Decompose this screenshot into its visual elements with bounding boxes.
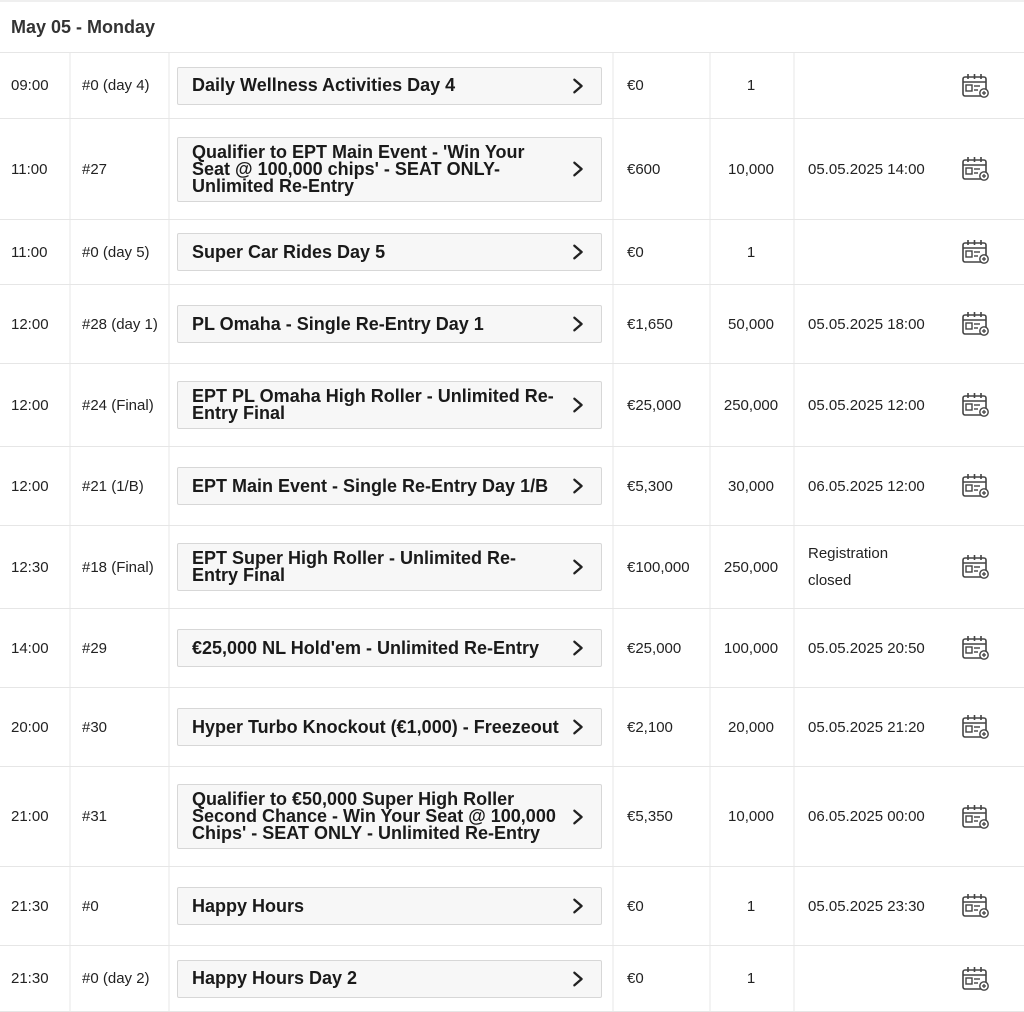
column-divider: [793, 946, 795, 1011]
event-title: EPT PL Omaha High Roller - Unlimited Re-Entry Final: [192, 386, 554, 423]
registration-close: 06.05.2025 12:00: [808, 477, 925, 495]
calendar-add-icon[interactable]: [960, 712, 990, 742]
calendar-add-icon[interactable]: [960, 471, 990, 501]
table-row: [0, 285, 1024, 364]
column-divider: [612, 285, 614, 363]
starting-chips: 10,000: [728, 808, 774, 825]
column-divider: [709, 119, 711, 219]
column-divider: [168, 364, 170, 446]
calendar-cell: [925, 802, 1024, 832]
buy-in: €2,100: [627, 718, 673, 736]
column-divider: [69, 688, 71, 766]
buy-in: €25,000: [627, 396, 682, 414]
column-divider: [709, 364, 711, 446]
column-divider: [168, 688, 170, 766]
event-cell: [168, 784, 614, 849]
start-time: 12:30: [11, 558, 49, 576]
tournament-number: #18 (Final): [82, 558, 154, 576]
chevron-right-icon: [569, 243, 587, 261]
registration-close: 05.05.2025 18:00: [808, 315, 925, 333]
event-cell: [168, 708, 614, 746]
event-cell: [168, 960, 614, 998]
buy-in: €5,350: [627, 808, 673, 825]
column-divider: [612, 867, 614, 945]
tournament-number: #27: [82, 160, 108, 178]
column-divider: [69, 767, 71, 866]
event-link[interactable]: [177, 233, 602, 271]
column-divider: [69, 526, 71, 608]
buy-in: €5,300: [627, 477, 673, 495]
column-divider: [168, 285, 170, 363]
chevron-right-icon: [569, 77, 587, 95]
start-time: 09:00: [11, 77, 49, 94]
event-title: Happy Hours: [192, 895, 305, 916]
event-title: €25,000 NL Hold'em - Unlimited Re-Entry: [192, 637, 540, 658]
column-divider: [793, 119, 795, 219]
table-row: [0, 946, 1024, 1012]
table-row: [0, 220, 1024, 285]
column-divider: [168, 447, 170, 525]
starting-chips: 100,000: [723, 639, 779, 657]
event-cell: [168, 233, 614, 271]
calendar-cell: [925, 964, 1024, 994]
event-title: Qualifier to €50,000 Super High Roller Second Chance - Win Your Seat @ 100,000 Chips' - SEAT ONLY - Unlimited Re-Entry: [192, 789, 556, 843]
column-divider: [793, 767, 795, 866]
event-link[interactable]: [177, 137, 602, 202]
column-divider: [69, 447, 71, 525]
calendar-cell: [925, 309, 1024, 339]
tournament-number: #24 (Final): [82, 396, 154, 414]
event-cell: [168, 305, 614, 343]
table-row: [0, 119, 1024, 220]
calendar-cell: [925, 390, 1024, 420]
buy-in: €1,650: [627, 315, 673, 333]
event-title: Hyper Turbo Knockout (€1,000) - Freezeout: [192, 716, 559, 737]
column-divider: [612, 526, 614, 608]
buy-in: €0: [627, 243, 644, 261]
starting-chips: 250,000: [723, 396, 779, 414]
start-time: 12:00: [11, 477, 49, 495]
column-divider: [709, 946, 711, 1011]
calendar-add-icon[interactable]: [960, 552, 990, 582]
calendar-add-icon[interactable]: [960, 71, 990, 101]
schedule-rows: [0, 53, 1024, 1012]
start-time: 12:00: [11, 315, 49, 333]
column-divider: [793, 285, 795, 363]
tournament-number: #28 (day 1): [82, 315, 158, 333]
event-title: Happy Hours Day 2: [192, 968, 358, 988]
column-divider: [168, 867, 170, 945]
event-link[interactable]: [177, 305, 602, 343]
column-divider: [709, 447, 711, 525]
tournament-number: #21 (1/B): [82, 477, 144, 495]
column-divider: [793, 867, 795, 945]
start-time: 11:00: [11, 160, 48, 178]
buy-in: €100,000: [627, 558, 690, 576]
column-divider: [709, 609, 711, 687]
event-title: EPT Main Event - Single Re-Entry Day 1/B: [192, 475, 549, 496]
starting-chips: 10,000: [728, 160, 774, 178]
chevron-right-icon: [569, 718, 587, 736]
column-divider: [612, 688, 614, 766]
chevron-right-icon: [569, 970, 587, 988]
event-link[interactable]: [177, 784, 602, 849]
column-divider: [69, 867, 71, 945]
event-title: Qualifier to EPT Main Event - 'Win Your Seat @ 100,000 chips' - SEAT ONLY- Unlimited Re-Entry: [192, 141, 525, 196]
event-cell: [168, 467, 614, 505]
day-header: May 05 - Monday: [0, 0, 1024, 53]
buy-in: €0: [627, 970, 644, 987]
calendar-add-icon[interactable]: [960, 390, 990, 420]
event-title: EPT Super High Roller - Unlimited Re-Entry Final: [192, 548, 517, 585]
event-title: Daily Wellness Activities Day 4: [192, 75, 456, 95]
table-row: [0, 526, 1024, 609]
column-divider: [709, 767, 711, 866]
column-divider: [69, 220, 71, 284]
event-cell: [168, 543, 614, 591]
event-link[interactable]: [177, 960, 602, 998]
table-row: [0, 364, 1024, 447]
column-divider: [612, 609, 614, 687]
calendar-add-icon[interactable]: [960, 309, 990, 339]
column-divider: [168, 767, 170, 866]
event-cell: [168, 629, 614, 667]
start-time: 21:00: [11, 808, 49, 825]
starting-chips: 20,000: [728, 718, 774, 736]
event-title: Super Car Rides Day 5: [192, 241, 386, 262]
registration-close: 05.05.2025 20:50: [808, 639, 925, 657]
column-divider: [612, 220, 614, 284]
chevron-right-icon: [569, 315, 587, 333]
table-row: [0, 609, 1024, 688]
column-divider: [612, 767, 614, 866]
chevron-right-icon: [569, 639, 587, 657]
calendar-add-icon[interactable]: [960, 802, 990, 832]
event-link[interactable]: [177, 887, 602, 925]
event-cell: [168, 887, 614, 925]
column-divider: [69, 53, 71, 118]
event-link[interactable]: [177, 629, 602, 667]
column-divider: [793, 53, 795, 118]
chevron-right-icon: [569, 808, 587, 826]
table-row: [0, 447, 1024, 526]
registration-close: 05.05.2025 12:00: [808, 396, 925, 414]
event-link[interactable]: [177, 467, 602, 505]
calendar-cell: [925, 237, 1024, 267]
table-row: [0, 53, 1024, 119]
start-time: 12:00: [11, 396, 49, 414]
column-divider: [793, 364, 795, 446]
column-divider: [168, 609, 170, 687]
buy-in: €0: [627, 897, 644, 915]
column-divider: [168, 526, 170, 608]
column-divider: [793, 688, 795, 766]
event-link[interactable]: [177, 543, 602, 591]
calendar-cell: [925, 71, 1024, 101]
column-divider: [69, 119, 71, 219]
column-divider: [168, 53, 170, 118]
tournament-number: #0: [82, 897, 99, 915]
registration-close: 05.05.2025 14:00: [808, 160, 925, 178]
chevron-right-icon: [569, 558, 587, 576]
table-row: [0, 688, 1024, 767]
column-divider: [168, 119, 170, 219]
tournament-number: #0 (day 2): [82, 970, 150, 987]
column-divider: [709, 220, 711, 284]
calendar-cell: [925, 154, 1024, 184]
column-divider: [709, 867, 711, 945]
column-divider: [168, 220, 170, 284]
tournament-number: #30: [82, 718, 108, 736]
starting-chips: 1: [746, 970, 756, 987]
column-divider: [69, 609, 71, 687]
column-divider: [793, 526, 795, 608]
column-divider: [612, 53, 614, 118]
registration-close: Registration closed: [808, 545, 889, 589]
calendar-add-icon[interactable]: [960, 154, 990, 184]
starting-chips: 30,000: [728, 477, 774, 495]
column-divider: [612, 447, 614, 525]
table-row: [0, 867, 1024, 946]
calendar-add-icon[interactable]: [960, 891, 990, 921]
event-cell: [168, 67, 614, 105]
calendar-cell: [925, 552, 1024, 582]
starting-chips: 50,000: [728, 315, 774, 333]
tournament-number: #0 (day 5): [82, 243, 150, 261]
column-divider: [709, 688, 711, 766]
event-link[interactable]: [177, 67, 602, 105]
table-row: [0, 767, 1024, 867]
calendar-cell: [925, 633, 1024, 663]
event-title: PL Omaha - Single Re-Entry Day 1: [192, 313, 484, 334]
calendar-add-icon[interactable]: [960, 237, 990, 267]
start-time: 14:00: [11, 639, 49, 657]
column-divider: [612, 364, 614, 446]
column-divider: [168, 946, 170, 1011]
column-divider: [793, 220, 795, 284]
buy-in: €25,000: [627, 639, 682, 657]
registration-close: 05.05.2025 23:30: [808, 897, 925, 915]
event-cell: [168, 381, 614, 429]
chevron-right-icon: [569, 160, 587, 178]
calendar-add-icon[interactable]: [960, 964, 990, 994]
starting-chips: 1: [746, 77, 756, 94]
start-time: 11:00: [11, 243, 48, 261]
column-divider: [69, 364, 71, 446]
calendar-cell: [925, 891, 1024, 921]
starting-chips: 1: [746, 243, 756, 261]
calendar-add-icon[interactable]: [960, 633, 990, 663]
chevron-right-icon: [569, 396, 587, 414]
tournament-number: #0 (day 4): [82, 77, 150, 94]
registration-close: 06.05.2025 00:00: [808, 808, 925, 825]
column-divider: [793, 447, 795, 525]
registration-close: 05.05.2025 21:20: [808, 718, 925, 736]
buy-in: €0: [627, 77, 644, 94]
chevron-right-icon: [569, 897, 587, 915]
calendar-cell: [925, 712, 1024, 742]
start-time: 21:30: [11, 970, 49, 987]
starting-chips: 250,000: [723, 558, 779, 576]
start-time: 20:00: [11, 718, 49, 736]
tournament-number: #31: [82, 808, 108, 825]
column-divider: [612, 119, 614, 219]
column-divider: [69, 285, 71, 363]
buy-in: €600: [627, 160, 661, 178]
column-divider: [612, 946, 614, 1011]
column-divider: [709, 285, 711, 363]
calendar-cell: [925, 471, 1024, 501]
start-time: 21:30: [11, 897, 49, 915]
event-cell: [168, 137, 614, 202]
column-divider: [709, 53, 711, 118]
tournament-number: #29: [82, 639, 108, 657]
column-divider: [709, 526, 711, 608]
chevron-right-icon: [569, 477, 587, 495]
starting-chips: 1: [746, 897, 756, 915]
column-divider: [793, 609, 795, 687]
event-link[interactable]: [177, 381, 602, 429]
column-divider: [69, 946, 71, 1011]
event-link[interactable]: [177, 708, 602, 746]
